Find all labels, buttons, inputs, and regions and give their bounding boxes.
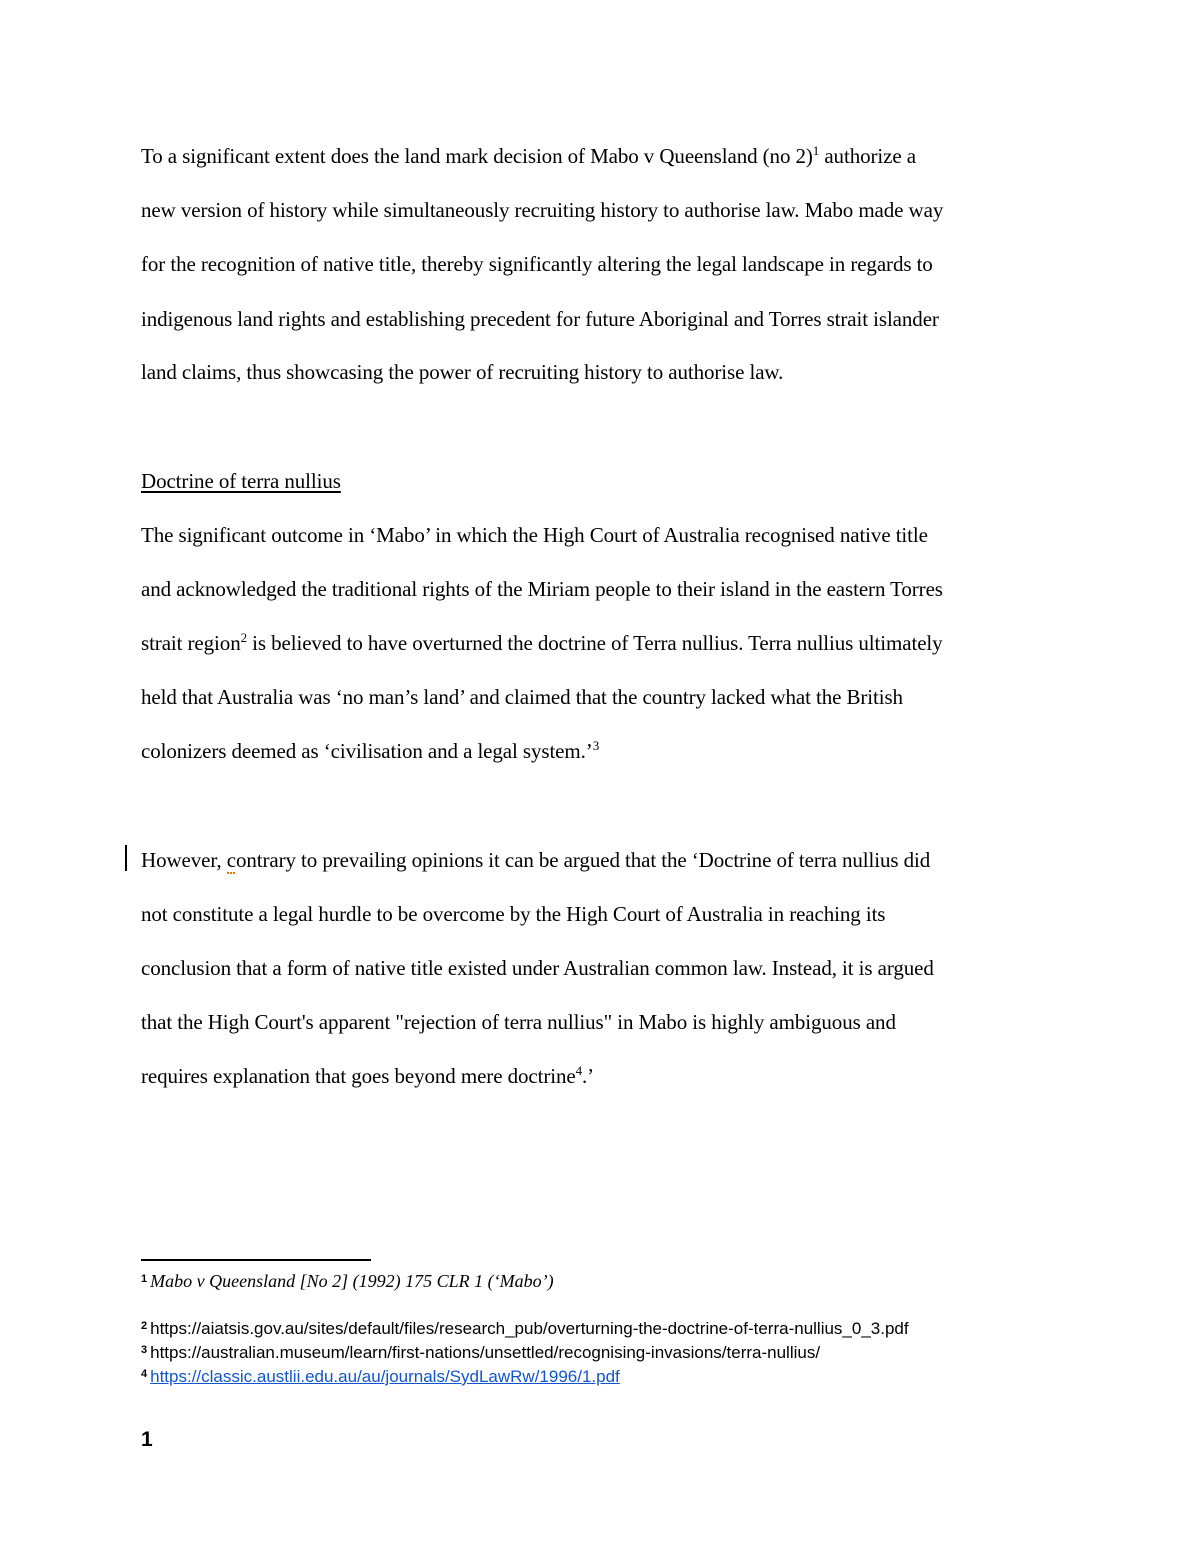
para1-line3: for the recognition of native title, thereby significantly altering the legal landscape in regards to [141, 252, 933, 276]
para1-line1: To a significant extent does the land mark decision of Mabo v Queensland (no 2)$^1$ authorize a [141, 143, 916, 168]
footnote-ref-2[interactable]: 2 [240, 630, 247, 645]
footnote-1: $^1$ Mabo v Queensland [No 2] (1992) 175 CLR 1 (‘Mabo’) [141, 1271, 554, 1291]
footnote-separator [141, 1259, 371, 1261]
para1-line5: land claims, thus showcasing the power of recruiting history to authorise law. [141, 360, 784, 384]
para2-line5: colonizers deemed as ‘civilisation and a legal system.’$^3$ [141, 738, 600, 763]
para1-line4: indigenous land rights and establishing precedent for future Aboriginal and Torres strait islander [141, 307, 939, 331]
para3-line3: conclusion that a form of native title existed under Australian common law. Instead, it is argued [141, 956, 934, 980]
footnote-ref-4[interactable]: 4 [575, 1063, 582, 1078]
footnote-4: $^4$ https://classic.austlii.edu.au/au/journals/SydLawRw/1996/1.pdf [141, 1367, 620, 1386]
para1-line2: new version of history while simultaneously recruiting history to authorise law. Mabo made way [141, 198, 944, 222]
para2-line3: strait region$^2$ is believed to have overturned the doctrine of Terra nullius. Terra nullius ultimately [141, 630, 943, 655]
footnote-ref-1[interactable]: 1 [812, 143, 820, 158]
para3-line4: that the High Court's apparent "rejection of terra nullius" in Mabo is highly ambiguous and [141, 1010, 896, 1034]
page-number: 1 [141, 1428, 153, 1451]
para3-line2: not constitute a legal hurdle to be overcome by the High Court of Australia in reaching its [141, 902, 886, 926]
footnote-2: $^2$ https://aiatsis.gov.au/sites/default/files/research_pub/overturning-the-doctrine-of-terra-nullius_0_3.pdf [141, 1319, 909, 1338]
footnote-3: $^3$ https://australian.museum/learn/first-nations/unsettled/recognising-invasions/terra-nullius/ [141, 1343, 821, 1362]
text-cursor [125, 845, 127, 871]
para3-line1: However, contrary to prevailing opinions it can be argued that the ‘Doctrine of terra nullius did [141, 848, 931, 872]
footnote-ref-3[interactable]: 3 [592, 738, 600, 753]
section-heading: Doctrine of terra nullius [141, 469, 341, 493]
para2-line1: The significant outcome in ‘Mabo’ in which the High Court of Australia recognised native title [141, 523, 928, 547]
para3-line5: requires explanation that goes beyond mere doctrine$^4$.’ [141, 1063, 595, 1088]
footnote-4-link[interactable]: https://classic.austlii.edu.au/au/journals/SydLawRw/1996/1.pdf [150, 1367, 620, 1386]
para2-line2: and acknowledged the traditional rights of the Miriam people to their island in the eastern Torres [141, 577, 943, 601]
para2-line4: held that Australia was ‘no man’s land’ and claimed that the country lacked what the British [141, 685, 903, 709]
